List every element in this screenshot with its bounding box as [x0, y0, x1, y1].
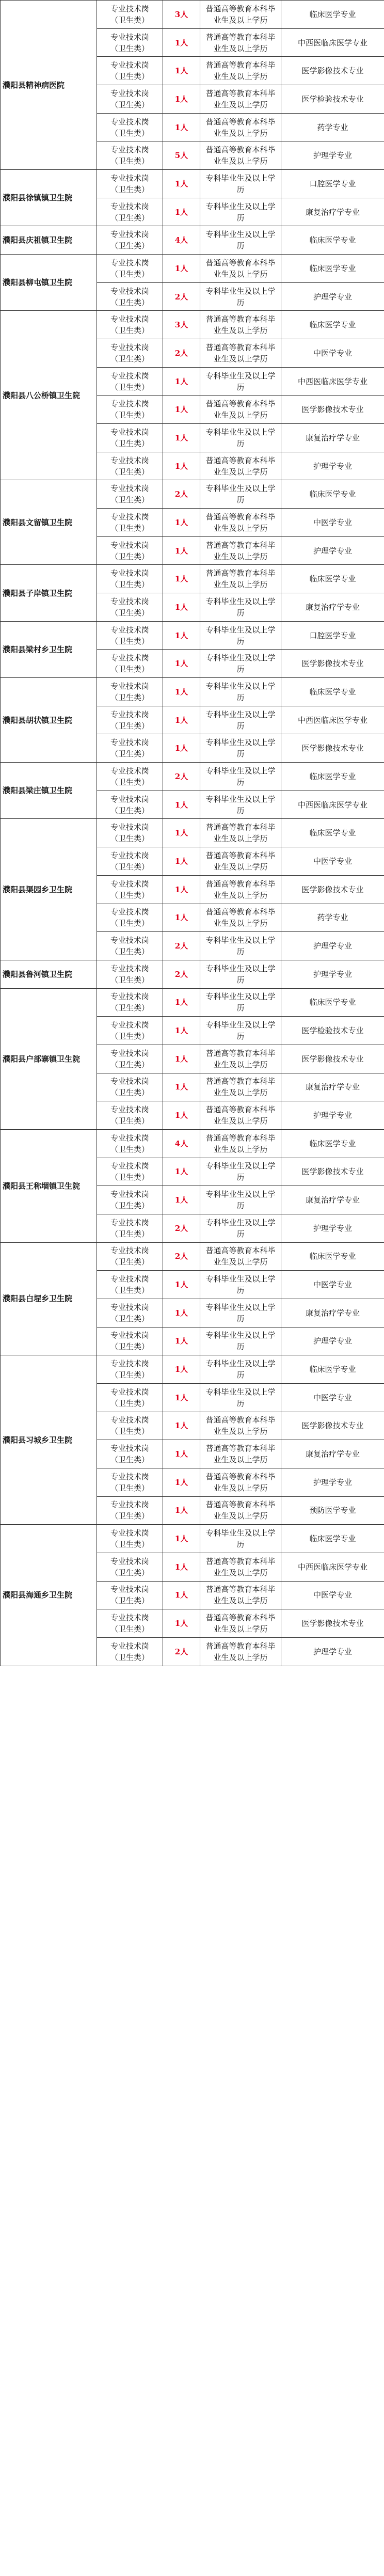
post-type-cell: 专业技术岗 （卫生类）	[97, 1017, 163, 1045]
major-cell: 中医学专业	[281, 1383, 384, 1412]
major-cell: 口腔医学专业	[281, 621, 384, 650]
headcount-cell: 1人	[163, 1017, 200, 1045]
headcount-cell: 1人	[163, 1553, 200, 1581]
education-cell: 普通高等教育本科毕业生及以上学历	[200, 141, 281, 170]
table-row	[1, 311, 384, 339]
headcount-cell: 1人	[163, 1581, 200, 1609]
major-cell: 药学专业	[281, 113, 384, 141]
headcount-cell: 5人	[163, 141, 200, 170]
post-type-cell: 专业技术岗 （卫生类）	[97, 113, 163, 141]
major-cell: 临床医学专业	[281, 1355, 384, 1384]
table-row	[1, 1129, 384, 1158]
recruitment-table-body	[1, 1, 384, 1666]
headcount-cell: 2人	[163, 932, 200, 960]
education-cell: 普通高等教育本科毕业生及以上学历	[200, 1553, 281, 1581]
post-type-cell: 专业技术岗 （卫生类）	[97, 1073, 163, 1101]
major-cell: 护理学专业	[281, 1468, 384, 1496]
unit-name: 濮阳县文留镇卫生院	[1, 480, 97, 565]
table-row	[1, 988, 384, 1017]
education-cell: 专科毕业生及以上学历	[200, 226, 281, 255]
headcount-cell: 1人	[163, 367, 200, 396]
table-row	[1, 621, 384, 650]
post-type-cell: 专业技术岗 （卫生类）	[97, 1101, 163, 1130]
headcount-cell: 1人	[163, 1383, 200, 1412]
headcount-cell: 2人	[163, 339, 200, 368]
education-cell: 普通高等教育本科毕业生及以上学历	[200, 255, 281, 283]
education-cell: 普通高等教育本科毕业生及以上学历	[200, 509, 281, 537]
education-cell: 专科毕业生及以上学历	[200, 1525, 281, 1553]
post-type-cell: 专业技术岗 （卫生类）	[97, 85, 163, 114]
headcount-cell: 1人	[163, 621, 200, 650]
headcount-cell: 1人	[163, 198, 200, 226]
education-cell: 普通高等教育本科毕业生及以上学历	[200, 1581, 281, 1609]
post-type-cell: 专业技术岗 （卫生类）	[97, 960, 163, 988]
headcount-cell: 1人	[163, 1525, 200, 1553]
major-cell: 临床医学专业	[281, 480, 384, 509]
headcount-cell: 1人	[163, 396, 200, 424]
post-type-cell: 专业技术岗 （卫生类）	[97, 763, 163, 791]
education-cell: 普通高等教育本科毕业生及以上学历	[200, 1637, 281, 1666]
major-cell: 中西医临床医学专业	[281, 1553, 384, 1581]
education-cell: 普通高等教育本科毕业生及以上学历	[200, 452, 281, 480]
post-type-cell: 专业技术岗 （卫生类）	[97, 1553, 163, 1581]
education-cell: 普通高等教育本科毕业生及以上学历	[200, 1073, 281, 1101]
major-cell: 中医学专业	[281, 339, 384, 368]
major-cell: 护理学专业	[281, 960, 384, 988]
education-cell: 普通高等教育本科毕业生及以上学历	[200, 536, 281, 565]
post-type-cell: 专业技术岗 （卫生类）	[97, 424, 163, 452]
post-type-cell: 专业技术岗 （卫生类）	[97, 536, 163, 565]
major-cell: 口腔医学专业	[281, 170, 384, 198]
education-cell: 专科毕业生及以上学历	[200, 988, 281, 1017]
major-cell: 康复治疗学专业	[281, 1299, 384, 1327]
major-cell: 医学影像技术专业	[281, 1609, 384, 1638]
post-type-cell: 专业技术岗 （卫生类）	[97, 565, 163, 593]
headcount-cell: 1人	[163, 819, 200, 847]
headcount-cell: 1人	[163, 791, 200, 819]
post-type-cell: 专业技术岗 （卫生类）	[97, 509, 163, 537]
unit-name: 濮阳县柳屯镇卫生院	[1, 255, 97, 311]
headcount-cell: 1人	[163, 593, 200, 622]
headcount-cell: 1人	[163, 113, 200, 141]
headcount-cell: 2人	[163, 763, 200, 791]
major-cell: 康复治疗学专业	[281, 1073, 384, 1101]
post-type-cell: 专业技术岗 （卫生类）	[97, 847, 163, 876]
headcount-cell: 1人	[163, 1186, 200, 1214]
unit-name: 濮阳县胡状镇卫生院	[1, 678, 97, 763]
headcount-cell: 3人	[163, 311, 200, 339]
post-type-cell: 专业技术岗 （卫生类）	[97, 1214, 163, 1242]
major-cell: 康复治疗学专业	[281, 424, 384, 452]
headcount-cell: 1人	[163, 734, 200, 763]
post-type-cell: 专业技术岗 （卫生类）	[97, 1609, 163, 1638]
major-cell: 中医学专业	[281, 847, 384, 876]
major-cell: 护理学专业	[281, 141, 384, 170]
headcount-cell: 1人	[163, 847, 200, 876]
headcount-cell: 1人	[163, 1355, 200, 1384]
education-cell: 专科毕业生及以上学历	[200, 367, 281, 396]
post-type-cell: 专业技术岗 （卫生类）	[97, 706, 163, 734]
major-cell: 护理学专业	[281, 282, 384, 311]
post-type-cell: 专业技术岗 （卫生类）	[97, 198, 163, 226]
major-cell: 医学检验技术专业	[281, 1017, 384, 1045]
table-row	[1, 678, 384, 706]
post-type-cell: 专业技术岗 （卫生类）	[97, 678, 163, 706]
post-type-cell: 专业技术岗 （卫生类）	[97, 1327, 163, 1355]
major-cell: 护理学专业	[281, 1327, 384, 1355]
major-cell: 护理学专业	[281, 1101, 384, 1130]
post-type-cell: 专业技术岗 （卫生类）	[97, 1045, 163, 1073]
headcount-cell: 1人	[163, 1496, 200, 1525]
education-cell: 专科毕业生及以上学历	[200, 282, 281, 311]
post-type-cell: 专业技术岗 （卫生类）	[97, 875, 163, 904]
headcount-cell: 1人	[163, 988, 200, 1017]
post-type-cell: 专业技术岗 （卫生类）	[97, 452, 163, 480]
post-type-cell: 专业技术岗 （卫生类）	[97, 988, 163, 1017]
education-cell: 普通高等教育本科毕业生及以上学历	[200, 1609, 281, 1638]
major-cell: 护理学专业	[281, 536, 384, 565]
education-cell: 专科毕业生及以上学历	[200, 1271, 281, 1299]
unit-name: 濮阳县海通乡卫生院	[1, 1525, 97, 1666]
education-cell: 专科毕业生及以上学历	[200, 1383, 281, 1412]
education-cell: 普通高等教育本科毕业生及以上学历	[200, 1242, 281, 1271]
major-cell: 临床医学专业	[281, 819, 384, 847]
headcount-cell: 1人	[163, 509, 200, 537]
major-cell: 护理学专业	[281, 932, 384, 960]
education-cell: 专科毕业生及以上学历	[200, 678, 281, 706]
major-cell: 护理学专业	[281, 452, 384, 480]
post-type-cell: 专业技术岗 （卫生类）	[97, 1129, 163, 1158]
post-type-cell: 专业技术岗 （卫生类）	[97, 1383, 163, 1412]
major-cell: 临床医学专业	[281, 226, 384, 255]
major-cell: 临床医学专业	[281, 678, 384, 706]
table-row	[1, 1525, 384, 1553]
major-cell: 临床医学专业	[281, 1525, 384, 1553]
education-cell: 普通高等教育本科毕业生及以上学历	[200, 1045, 281, 1073]
headcount-cell: 1人	[163, 536, 200, 565]
headcount-cell: 1人	[163, 255, 200, 283]
major-cell: 康复治疗学专业	[281, 1440, 384, 1468]
table-row	[1, 960, 384, 988]
education-cell: 专科毕业生及以上学历	[200, 198, 281, 226]
major-cell: 临床医学专业	[281, 1129, 384, 1158]
headcount-cell: 1人	[163, 57, 200, 85]
major-cell: 临床医学专业	[281, 1, 384, 29]
major-cell: 康复治疗学专业	[281, 198, 384, 226]
post-type-cell: 专业技术岗 （卫生类）	[97, 28, 163, 57]
education-cell: 普通高等教育本科毕业生及以上学历	[200, 113, 281, 141]
headcount-cell: 1人	[163, 678, 200, 706]
headcount-cell: 2人	[163, 1242, 200, 1271]
education-cell: 专科毕业生及以上学历	[200, 424, 281, 452]
major-cell: 中西医临床医学专业	[281, 28, 384, 57]
table-row	[1, 763, 384, 791]
headcount-cell: 4人	[163, 226, 200, 255]
table-row	[1, 255, 384, 283]
education-cell: 普通高等教育本科毕业生及以上学历	[200, 1101, 281, 1130]
post-type-cell: 专业技术岗 （卫生类）	[97, 1, 163, 29]
major-cell: 临床医学专业	[281, 311, 384, 339]
education-cell: 普通高等教育本科毕业生及以上学历	[200, 875, 281, 904]
education-cell: 普通高等教育本科毕业生及以上学历	[200, 1468, 281, 1496]
major-cell: 中西医临床医学专业	[281, 791, 384, 819]
education-cell: 专科毕业生及以上学历	[200, 480, 281, 509]
post-type-cell: 专业技术岗 （卫生类）	[97, 734, 163, 763]
post-type-cell: 专业技术岗 （卫生类）	[97, 1412, 163, 1440]
major-cell: 医学影像技术专业	[281, 1158, 384, 1186]
post-type-cell: 专业技术岗 （卫生类）	[97, 339, 163, 368]
major-cell: 医学影像技术专业	[281, 396, 384, 424]
unit-name: 濮阳县徐镇镇卫生院	[1, 170, 97, 226]
major-cell: 临床医学专业	[281, 255, 384, 283]
education-cell: 专科毕业生及以上学历	[200, 734, 281, 763]
post-type-cell: 专业技术岗 （卫生类）	[97, 1637, 163, 1666]
headcount-cell: 1人	[163, 650, 200, 678]
education-cell: 专科毕业生及以上学历	[200, 170, 281, 198]
headcount-cell: 1人	[163, 1327, 200, 1355]
headcount-cell: 1人	[163, 170, 200, 198]
unit-name: 濮阳县梁庄镇卫生院	[1, 763, 97, 819]
headcount-cell: 2人	[163, 282, 200, 311]
post-type-cell: 专业技术岗 （卫生类）	[97, 932, 163, 960]
education-cell: 专科毕业生及以上学历	[200, 1158, 281, 1186]
headcount-cell: 1人	[163, 1412, 200, 1440]
unit-name: 濮阳县习城乡卫生院	[1, 1355, 97, 1525]
post-type-cell: 专业技术岗 （卫生类）	[97, 480, 163, 509]
education-cell: 专科毕业生及以上学历	[200, 706, 281, 734]
major-cell: 中医学专业	[281, 509, 384, 537]
major-cell: 医学检验技术专业	[281, 85, 384, 114]
education-cell: 普通高等教育本科毕业生及以上学历	[200, 311, 281, 339]
headcount-cell: 2人	[163, 480, 200, 509]
major-cell: 医学影像技术专业	[281, 1045, 384, 1073]
headcount-cell: 1人	[163, 1271, 200, 1299]
education-cell: 普通高等教育本科毕业生及以上学历	[200, 904, 281, 932]
education-cell: 专科毕业生及以上学历	[200, 593, 281, 622]
major-cell: 中西医临床医学专业	[281, 706, 384, 734]
post-type-cell: 专业技术岗 （卫生类）	[97, 1271, 163, 1299]
unit-name: 濮阳县王称堌镇卫生院	[1, 1129, 97, 1242]
post-type-cell: 专业技术岗 （卫生类）	[97, 593, 163, 622]
unit-name: 濮阳县梁村乡卫生院	[1, 621, 97, 677]
education-cell: 普通高等教育本科毕业生及以上学历	[200, 1412, 281, 1440]
major-cell: 护理学专业	[281, 1214, 384, 1242]
major-cell: 医学影像技术专业	[281, 57, 384, 85]
headcount-cell: 1人	[163, 1101, 200, 1130]
post-type-cell: 专业技术岗 （卫生类）	[97, 1440, 163, 1468]
major-cell: 临床医学专业	[281, 565, 384, 593]
table-row	[1, 1355, 384, 1384]
post-type-cell: 专业技术岗 （卫生类）	[97, 141, 163, 170]
education-cell: 专科毕业生及以上学历	[200, 1017, 281, 1045]
table-row	[1, 565, 384, 593]
major-cell: 康复治疗学专业	[281, 1186, 384, 1214]
education-cell: 专科毕业生及以上学历	[200, 621, 281, 650]
headcount-cell: 4人	[163, 1129, 200, 1158]
major-cell: 中西医临床医学专业	[281, 367, 384, 396]
unit-name: 濮阳县白堽乡卫生院	[1, 1242, 97, 1355]
post-type-cell: 专业技术岗 （卫生类）	[97, 57, 163, 85]
major-cell: 中医学专业	[281, 1581, 384, 1609]
headcount-cell: 1人	[163, 904, 200, 932]
education-cell: 专科毕业生及以上学历	[200, 1299, 281, 1327]
post-type-cell: 专业技术岗 （卫生类）	[97, 621, 163, 650]
post-type-cell: 专业技术岗 （卫生类）	[97, 255, 163, 283]
headcount-cell: 1人	[163, 565, 200, 593]
education-cell: 普通高等教育本科毕业生及以上学历	[200, 85, 281, 114]
headcount-cell: 1人	[163, 875, 200, 904]
headcount-cell: 2人	[163, 960, 200, 988]
headcount-cell: 1人	[163, 452, 200, 480]
education-cell: 普通高等教育本科毕业生及以上学历	[200, 565, 281, 593]
table-row	[1, 226, 384, 255]
major-cell: 康复治疗学专业	[281, 593, 384, 622]
education-cell: 专科毕业生及以上学历	[200, 1186, 281, 1214]
post-type-cell: 专业技术岗 （卫生类）	[97, 226, 163, 255]
post-type-cell: 专业技术岗 （卫生类）	[97, 1496, 163, 1525]
unit-name: 濮阳县鲁河镇卫生院	[1, 960, 97, 988]
headcount-cell: 1人	[163, 424, 200, 452]
education-cell: 普通高等教育本科毕业生及以上学历	[200, 1496, 281, 1525]
post-type-cell: 专业技术岗 （卫生类）	[97, 791, 163, 819]
education-cell: 普通高等教育本科毕业生及以上学历	[200, 1440, 281, 1468]
education-cell: 普通高等教育本科毕业生及以上学历	[200, 1, 281, 29]
post-type-cell: 专业技术岗 （卫生类）	[97, 1525, 163, 1553]
education-cell: 专科毕业生及以上学历	[200, 763, 281, 791]
major-cell: 临床医学专业	[281, 1242, 384, 1271]
education-cell: 普通高等教育本科毕业生及以上学历	[200, 339, 281, 368]
major-cell: 预防医学专业	[281, 1496, 384, 1525]
education-cell: 普通高等教育本科毕业生及以上学历	[200, 57, 281, 85]
headcount-cell: 1人	[163, 1158, 200, 1186]
education-cell: 专科毕业生及以上学历	[200, 1355, 281, 1384]
post-type-cell: 专业技术岗 （卫生类）	[97, 282, 163, 311]
major-cell: 药学专业	[281, 904, 384, 932]
unit-name: 濮阳县精神病医院	[1, 1, 97, 170]
major-cell: 临床医学专业	[281, 988, 384, 1017]
headcount-cell: 1人	[163, 1299, 200, 1327]
headcount-cell: 1人	[163, 85, 200, 114]
headcount-cell: 1人	[163, 1045, 200, 1073]
education-cell: 普通高等教育本科毕业生及以上学历	[200, 1129, 281, 1158]
education-cell: 专科毕业生及以上学历	[200, 791, 281, 819]
education-cell: 专科毕业生及以上学历	[200, 650, 281, 678]
education-cell: 专科毕业生及以上学历	[200, 1327, 281, 1355]
post-type-cell: 专业技术岗 （卫生类）	[97, 904, 163, 932]
post-type-cell: 专业技术岗 （卫生类）	[97, 1242, 163, 1271]
major-cell: 护理学专业	[281, 1637, 384, 1666]
post-type-cell: 专业技术岗 （卫生类）	[97, 1581, 163, 1609]
post-type-cell: 专业技术岗 （卫生类）	[97, 1299, 163, 1327]
education-cell: 普通高等教育本科毕业生及以上学历	[200, 396, 281, 424]
unit-name: 濮阳县庆祖镇卫生院	[1, 226, 97, 255]
unit-name: 濮阳县八公桥镇卫生院	[1, 311, 97, 480]
headcount-cell: 1人	[163, 1073, 200, 1101]
headcount-cell: 2人	[163, 1214, 200, 1242]
table-row	[1, 1, 384, 29]
education-cell: 专科毕业生及以上学历	[200, 1214, 281, 1242]
post-type-cell: 专业技术岗 （卫生类）	[97, 396, 163, 424]
education-cell: 普通高等教育本科毕业生及以上学历	[200, 819, 281, 847]
post-type-cell: 专业技术岗 （卫生类）	[97, 1355, 163, 1384]
table-row	[1, 819, 384, 847]
major-cell: 医学影像技术专业	[281, 1412, 384, 1440]
unit-name: 濮阳县渠园乡卫生院	[1, 819, 97, 960]
post-type-cell: 专业技术岗 （卫生类）	[97, 170, 163, 198]
education-cell: 专科毕业生及以上学历	[200, 932, 281, 960]
post-type-cell: 专业技术岗 （卫生类）	[97, 650, 163, 678]
table-row	[1, 480, 384, 509]
headcount-cell: 1人	[163, 706, 200, 734]
unit-name: 濮阳县子岸镇卫生院	[1, 565, 97, 621]
major-cell: 医学影像技术专业	[281, 650, 384, 678]
post-type-cell: 专业技术岗 （卫生类）	[97, 1468, 163, 1496]
education-cell: 专科毕业生及以上学历	[200, 960, 281, 988]
headcount-cell: 3人	[163, 1, 200, 29]
headcount-cell: 1人	[163, 1609, 200, 1638]
unit-name: 濮阳县户部寨镇卫生院	[1, 988, 97, 1129]
education-cell: 普通高等教育本科毕业生及以上学历	[200, 847, 281, 876]
headcount-cell: 2人	[163, 1637, 200, 1666]
table-row	[1, 170, 384, 198]
major-cell: 医学影像技术专业	[281, 734, 384, 763]
major-cell: 中医学专业	[281, 1271, 384, 1299]
major-cell: 临床医学专业	[281, 763, 384, 791]
education-cell: 普通高等教育本科毕业生及以上学历	[200, 28, 281, 57]
post-type-cell: 专业技术岗 （卫生类）	[97, 367, 163, 396]
post-type-cell: 专业技术岗 （卫生类）	[97, 311, 163, 339]
table-row	[1, 1242, 384, 1271]
headcount-cell: 1人	[163, 1468, 200, 1496]
post-type-cell: 专业技术岗 （卫生类）	[97, 1158, 163, 1186]
major-cell: 医学影像技术专业	[281, 875, 384, 904]
post-type-cell: 专业技术岗 （卫生类）	[97, 819, 163, 847]
headcount-cell: 1人	[163, 1440, 200, 1468]
post-type-cell: 专业技术岗 （卫生类）	[97, 1186, 163, 1214]
headcount-cell: 1人	[163, 28, 200, 57]
